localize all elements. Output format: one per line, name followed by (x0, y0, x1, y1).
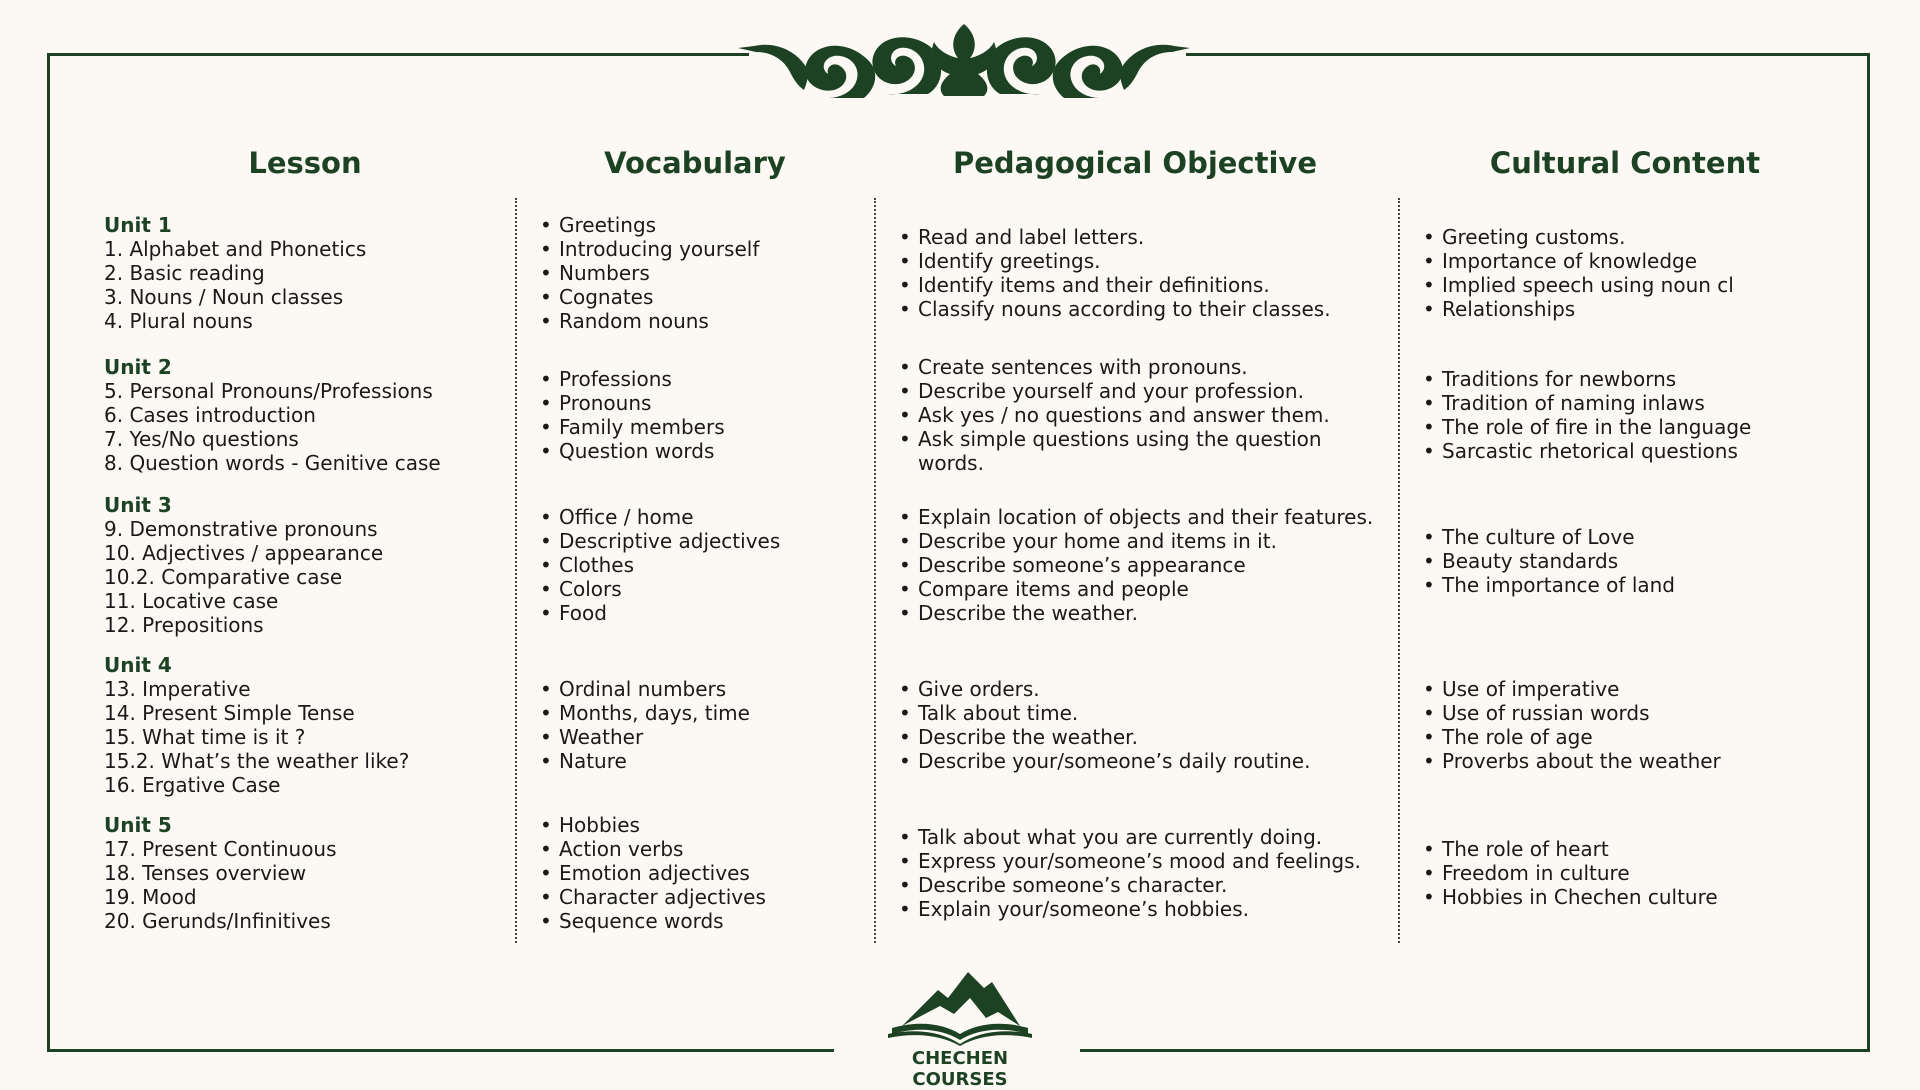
lesson-item: 3. Nouns / Noun classes (104, 285, 344, 309)
lesson-group-unit-1 (104, 213, 366, 333)
vocabulary-item: • Family members (537, 415, 725, 439)
objective-item: • Compare items and people (896, 577, 1373, 601)
lesson-item: 19. Mood (104, 885, 197, 909)
lesson-item: 1. Alphabet and Phonetics (104, 237, 367, 261)
lesson-item: 15.2. What’s the weather like? (104, 749, 410, 773)
mountain-book-icon (880, 968, 1040, 1046)
lesson-item: 14. Present Simple Tense (104, 701, 355, 725)
vocabulary-item: • Colors (537, 577, 780, 601)
culture-item: • The role of age (1420, 725, 1721, 749)
culture-item: • Importance of knowledge (1420, 249, 1734, 273)
lesson-item: 10.2. Comparative case (104, 565, 343, 589)
vocabulary-item: • Numbers (537, 261, 759, 285)
unit-title: Unit 1 (104, 213, 172, 237)
frame-top-left (47, 53, 749, 56)
culture-item: • Relationships (1420, 297, 1734, 321)
lesson-item: 16. Ergative Case (104, 773, 281, 797)
unit-title: Unit 2 (104, 355, 172, 379)
objective-item: • Describe yourself and your profession. (896, 379, 1358, 403)
culture-item: • The role of heart (1420, 837, 1718, 861)
culture-item: • The importance of land (1420, 573, 1675, 597)
culture-item: • Hobbies in Chechen culture (1420, 885, 1718, 909)
frame-right (1867, 53, 1870, 1052)
lesson-item: 4. Plural nouns (104, 309, 253, 333)
objective-item: • Identify greetings. (896, 249, 1331, 273)
vocabulary-item: • Cognates (537, 285, 759, 309)
objective-item: • Describe the weather. (896, 601, 1373, 625)
vocabulary-item: • Weather (537, 725, 750, 749)
lesson-item: 20. Gerunds/Infinitives (104, 909, 331, 933)
lesson-item: 13. Imperative (104, 677, 251, 701)
lesson-item: 9. Demonstrative pronouns (104, 517, 378, 541)
header-lesson: Lesson (248, 146, 362, 180)
vocabulary-item: • Hobbies (537, 813, 766, 837)
objective-item: • Explain your/someone’s hobbies. (896, 897, 1361, 921)
culture-list-unit-1 (1420, 225, 1734, 321)
ornament-decoration (738, 20, 1190, 98)
lesson-item: 10. Adjectives / appearance (104, 541, 384, 565)
column-divider (1398, 198, 1400, 943)
vocabulary-item: • Question words (537, 439, 725, 463)
objective-item: • Explain location of objects and their features. (896, 505, 1373, 529)
header-vocabulary: Vocabulary (604, 146, 786, 180)
vocabulary-item: • Clothes (537, 553, 780, 577)
frame-top-right (1186, 53, 1870, 56)
lesson-item: 7. Yes/No questions (104, 427, 299, 451)
objective-item: • Talk about time. (896, 701, 1310, 725)
column-divider (874, 198, 876, 943)
objective-item: • Talk about what you are currently doing. (896, 825, 1361, 849)
culture-item: • Freedom in culture (1420, 861, 1718, 885)
unit-title: Unit 3 (104, 493, 172, 517)
vocabulary-list-unit-4 (537, 677, 750, 773)
vocabulary-item: • Food (537, 601, 780, 625)
lesson-group-unit-3 (104, 493, 383, 637)
lesson-item: 8. Question words - Genitive case (104, 451, 441, 475)
logo (870, 968, 1050, 1090)
objective-item: • Describe the weather. (896, 725, 1310, 749)
lesson-group-unit-4 (104, 653, 409, 797)
culture-list-unit-3 (1420, 525, 1675, 597)
culture-item: • Use of imperative (1420, 677, 1721, 701)
objective-item: • Give orders. (896, 677, 1310, 701)
lesson-item: 18. Tenses overview (104, 861, 307, 885)
vocabulary-list-unit-3 (537, 505, 780, 625)
culture-item: • Proverbs about the weather (1420, 749, 1721, 773)
vocabulary-item: • Ordinal numbers (537, 677, 750, 701)
brand-name: CHECHEN COURSES (911, 1048, 1009, 1090)
vocabulary-item: • Office / home (537, 505, 780, 529)
vocabulary-item: • Professions (537, 367, 725, 391)
objective-item: • Identify items and their definitions. (896, 273, 1331, 297)
header-culture: Cultural Content (1489, 146, 1761, 180)
vocabulary-list-unit-1 (537, 213, 759, 333)
frame-left (47, 53, 50, 1052)
vocabulary-item: • Sequence words (537, 909, 766, 933)
culture-item: • The culture of Love (1420, 525, 1675, 549)
objective-item: • Ask yes / no questions and answer them. (896, 403, 1358, 427)
culture-item: • The role of fire in the language (1420, 415, 1751, 439)
objective-list-unit-5 (896, 825, 1361, 921)
vocabulary-item: • Nature (537, 749, 750, 773)
culture-item: • Traditions for newborns (1420, 367, 1751, 391)
lesson-item: 6. Cases introduction (104, 403, 316, 427)
culture-item: • Implied speech using noun cl (1420, 273, 1734, 297)
vocabulary-item: • Greetings (537, 213, 759, 237)
objective-item: • Express your/someone’s mood and feelings. (896, 849, 1361, 873)
column-divider (515, 198, 517, 943)
vocabulary-item: • Random nouns (537, 309, 759, 333)
unit-title: Unit 4 (104, 653, 172, 677)
vocabulary-item: • Descriptive adjectives (537, 529, 780, 553)
unit-title: Unit 5 (104, 813, 172, 837)
culture-list-unit-4 (1420, 677, 1721, 773)
vocabulary-item: • Action verbs (537, 837, 766, 861)
vocabulary-item: • Character adjectives (537, 885, 766, 909)
objective-item: • Read and label letters. (896, 225, 1331, 249)
objective-item: • Ask simple questions using the question words. (896, 427, 1358, 475)
culture-item: • Greeting customs. (1420, 225, 1734, 249)
culture-list-unit-2 (1420, 367, 1751, 463)
objective-list-unit-2 (896, 355, 1358, 475)
lesson-group-unit-2 (104, 355, 441, 475)
frame-bottom-right (1080, 1049, 1870, 1052)
objective-item: • Describe someone’s appearance (896, 553, 1373, 577)
objective-list-unit-1 (896, 225, 1331, 321)
culture-item: • Use of russian words (1420, 701, 1721, 725)
vocabulary-list-unit-2 (537, 367, 725, 463)
lesson-item: 11. Locative case (104, 589, 279, 613)
frame-bottom-left (47, 1049, 834, 1052)
vocabulary-item: • Pronouns (537, 391, 725, 415)
objective-item: • Describe your home and items in it. (896, 529, 1373, 553)
vocabulary-item: • Emotion adjectives (537, 861, 766, 885)
vocabulary-item: • Introducing yourself (537, 237, 759, 261)
objective-item: • Describe your/someone’s daily routine. (896, 749, 1310, 773)
culture-item: • Sarcastic rhetorical questions (1420, 439, 1751, 463)
objective-list-unit-4 (896, 677, 1310, 773)
objective-item: • Create sentences with pronouns. (896, 355, 1358, 379)
culture-item: • Tradition of naming inlaws (1420, 391, 1751, 415)
lesson-item: 12. Prepositions (104, 613, 264, 637)
objective-list-unit-3 (896, 505, 1373, 625)
objective-item: • Describe someone’s character. (896, 873, 1361, 897)
lesson-item: 15. What time is it ? (104, 725, 306, 749)
vocabulary-list-unit-5 (537, 813, 766, 933)
objective-item: • Classify nouns according to their classes. (896, 297, 1331, 321)
lesson-item: 2. Basic reading (104, 261, 265, 285)
culture-item: • Beauty standards (1420, 549, 1675, 573)
header-objective: Pedagogical Objective (952, 146, 1317, 180)
lesson-group-unit-5 (104, 813, 337, 933)
lesson-item: 5. Personal Pronouns/Professions (104, 379, 433, 403)
culture-list-unit-5 (1420, 837, 1718, 909)
vocabulary-item: • Months, days, time (537, 701, 750, 725)
lesson-item: 17. Present Continuous (104, 837, 337, 861)
